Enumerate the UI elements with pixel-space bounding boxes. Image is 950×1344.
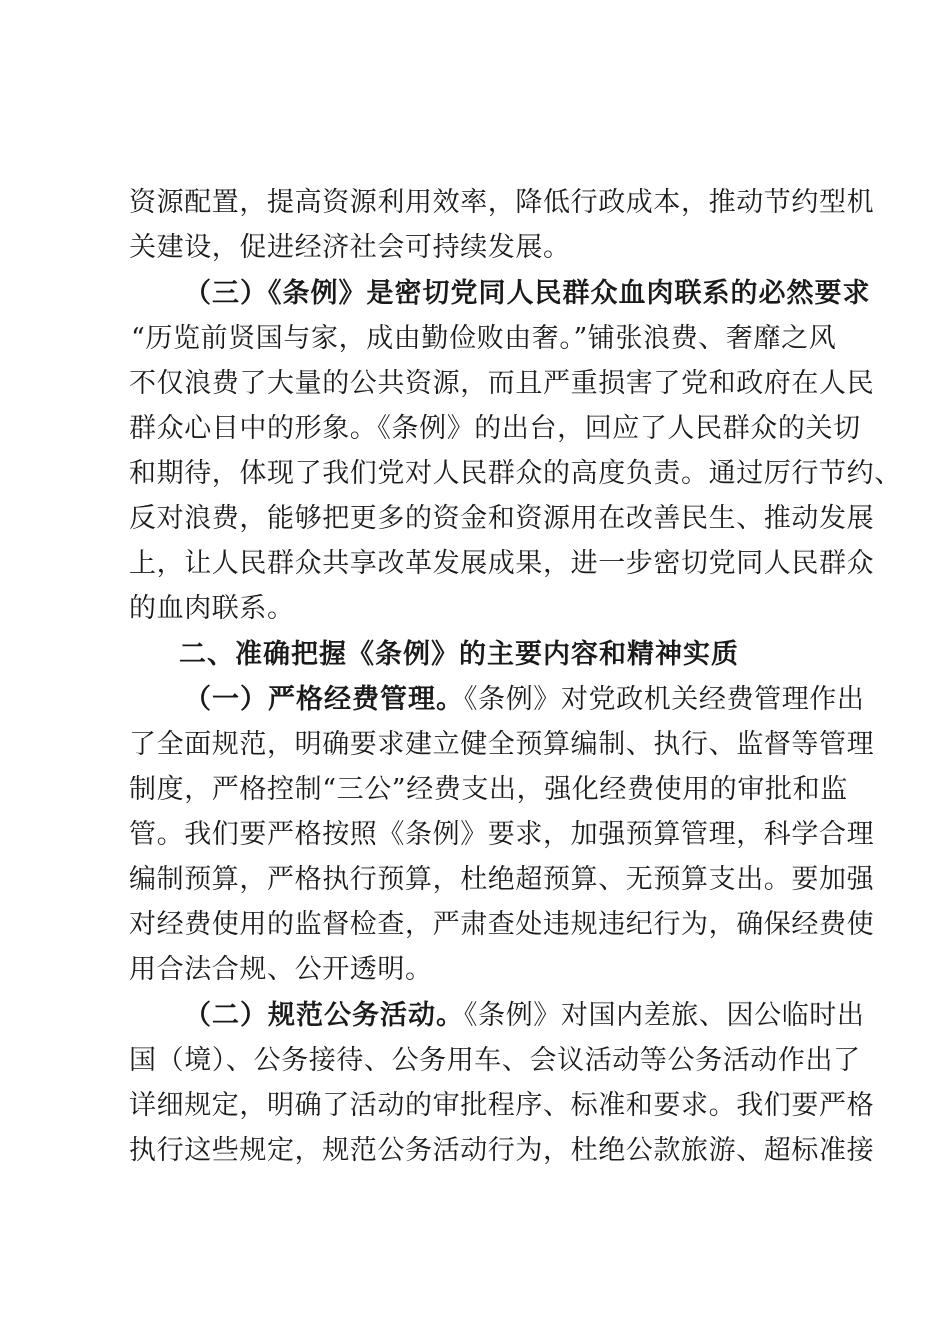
section-two-heading xyxy=(129,632,833,677)
subsection-one-title: （一）严格经费管理。 xyxy=(184,684,464,715)
subsection-one xyxy=(129,677,875,992)
text-line: 了全面规范，明确要求建立健全预算编制、执行、监督等管理 xyxy=(129,729,875,760)
text-line: 关建设，促进经济社会可持续发展。 xyxy=(129,232,571,263)
section-two-heading-text: 二、准确把握《条例》的主要内容和精神实质 xyxy=(179,639,739,670)
subheading-three xyxy=(129,271,871,316)
text-line: 资源配置，提高资源利用效率，降低行政成本，推动节约型机 xyxy=(129,187,875,218)
text-line: 不仅浪费了大量的公共资源，而且严重损害了党和政府在人民 xyxy=(129,368,875,399)
text-line: 详细规定，明确了活动的审批程序、标准和要求。我们要严格 xyxy=(129,1090,875,1121)
text-line: 的血肉联系。 xyxy=(129,593,295,624)
subsection-two-first-line xyxy=(129,993,865,1038)
text-line: 用合法合规、公开透明。 xyxy=(129,954,433,985)
text-line: 对经费使用的监督检查，严肃查处违规违纪行为，确保经费使 xyxy=(129,909,875,940)
text-line: 管。我们要严格按照《条例》要求，加强预算管理，科学合理 xyxy=(129,819,875,850)
paragraph-continuation xyxy=(129,180,875,270)
text-line: 国（境）、公务接待、公务用车、会议活动等公务活动作出了 xyxy=(129,1045,861,1076)
subsection-two-title: （二）规范公务活动。 xyxy=(184,1000,464,1031)
subsection-two xyxy=(129,993,875,1173)
subsection-one-first-line xyxy=(129,677,865,722)
text-line: 制度，严格控制“三公”经费支出，强化经费使用的审批和监 xyxy=(129,774,848,805)
text-line: 群众心目中的形象。《条例》的出台，回应了人民群众的关切 xyxy=(129,413,861,444)
text-line: 编制预算，严格执行预算，杜绝超预算、无预算支出。要加强 xyxy=(129,864,875,895)
text-line: 反对浪费，能够把更多的资金和资源用在改善民生、推动发展 xyxy=(129,503,875,534)
text-line: 和期待，体现了我们党对人民群众的高度负责。通过厉行节约、 xyxy=(129,458,902,489)
paragraph-people xyxy=(129,316,902,631)
subsection-two-lead: 《条例》对国内差旅、因公临时出 xyxy=(464,1000,865,1031)
text-line: 执行这些规定，规范公务活动行为，杜绝公款旅游、超标准接 xyxy=(129,1135,875,1166)
text-line: 上，让人民群众共享改革发展成果，进一步密切党同人民群众 xyxy=(129,548,875,579)
text-line: “历览前贤国与家，成由勤俭败由奢。”铺张浪费、奢靡之风 xyxy=(131,323,837,354)
subheading-three-text: （三）《条例》是密切党同人民群众血肉联系的必然要求 xyxy=(184,278,871,309)
subsection-one-lead: 《条例》对党政机关经费管理作出 xyxy=(464,684,865,715)
